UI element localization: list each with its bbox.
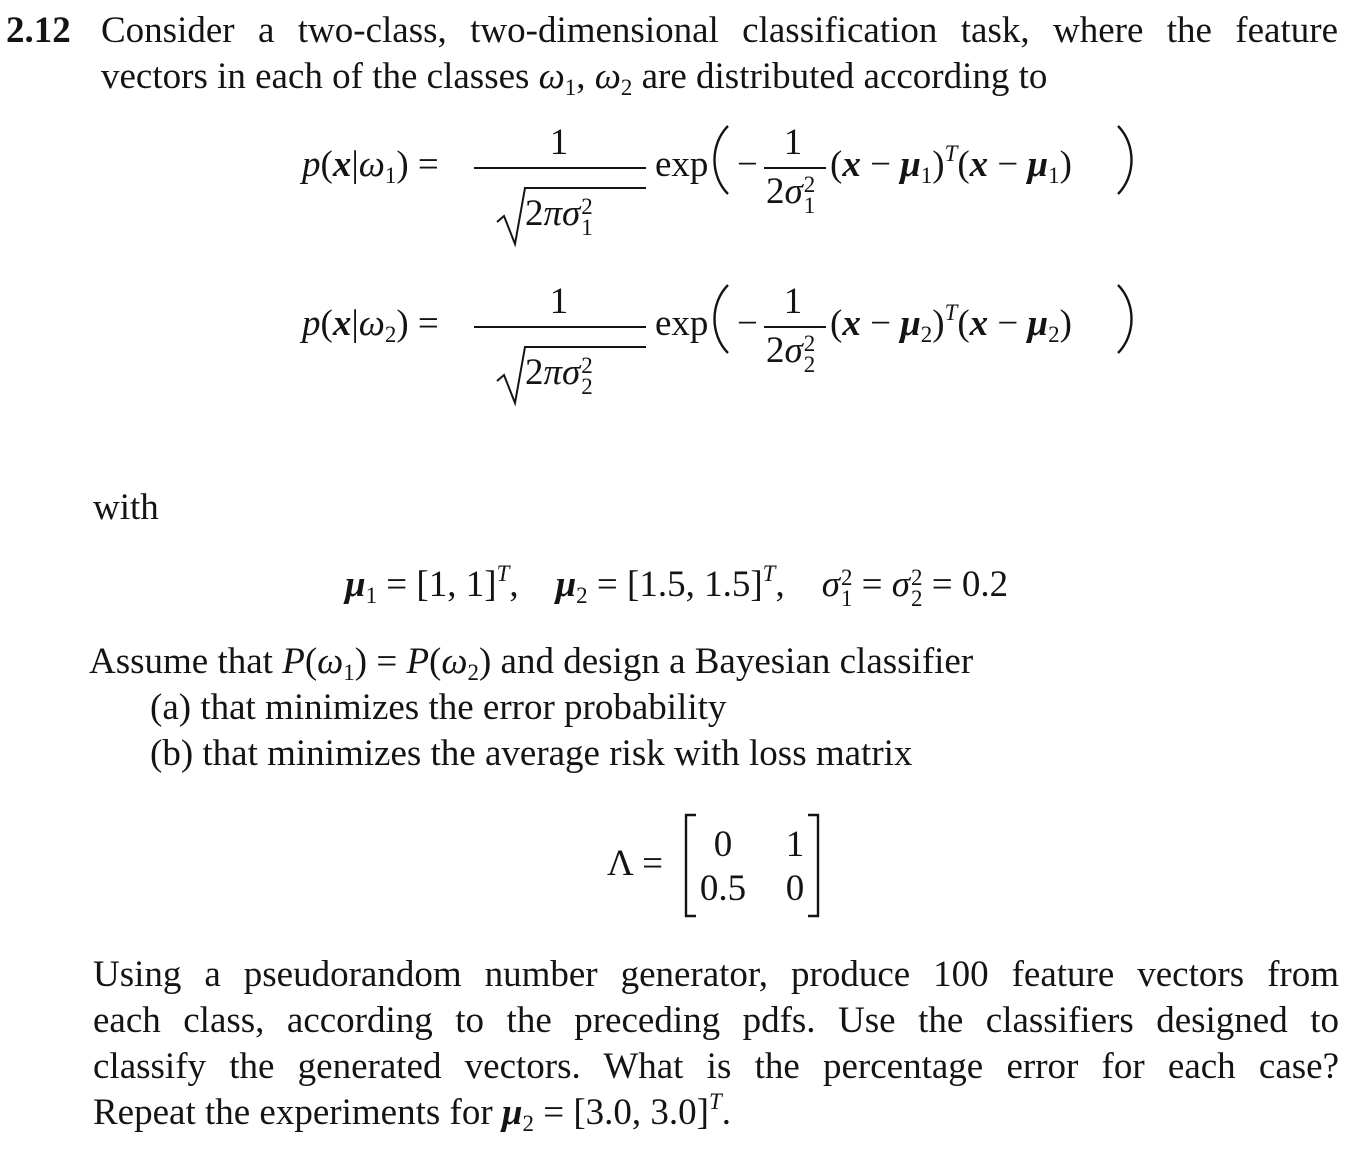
matrix-r2c1: 0.5 xyxy=(699,868,747,909)
big-paren-left-1 xyxy=(706,124,736,196)
quadratic-form-1: $(x - \mu_1)^T(x - \mu_1)$ xyxy=(830,141,1072,188)
minus-sign-2: − xyxy=(737,303,758,344)
lambda-lhs: Λ = xyxy=(607,843,663,884)
pdf-lhs-1: $p(x|\omega_1)$ = xyxy=(302,144,439,188)
paragraph-line-2: each class, according to the preceding pdfs. Use the classifiers designed to xyxy=(93,1000,1339,1041)
numerator-2a: 1 xyxy=(549,281,569,322)
fraction-bar-1b xyxy=(764,167,826,169)
parameter-values: $\mu_1 = [1$, 1]$^T$, $\mu_2 = [1.5$, 1.5]$^T$, σ 2 1 = σ 2 2 = 0.2 xyxy=(345,561,1009,612)
item-a: (a) that minimizes the error probability xyxy=(150,687,727,728)
paragraph-line-4: Repeat the experiments for $\mu_2 = [3.0$, 3.0]$^T$. xyxy=(93,1089,731,1136)
numerator-2b: 1 xyxy=(783,281,803,322)
paragraph-line-3: classify the generated vectors. What is the percentage error for each case? xyxy=(93,1046,1339,1087)
fraction-bar-2a xyxy=(474,326,646,328)
numerator-1a: 1 xyxy=(549,122,569,163)
quadratic-form-2: $(x - \mu_2)^T(x - \mu_2)$ xyxy=(830,300,1072,347)
pdf-lhs-2: $p(x|\omega_2)$ = xyxy=(302,303,439,347)
big-paren-right-1 xyxy=(1110,124,1140,196)
matrix-r1c1: 0 xyxy=(713,824,733,865)
item-b: (b) that minimizes the average risk with loss matrix xyxy=(150,733,913,774)
exp-label-1: exp xyxy=(655,144,709,185)
denominator-2b: 2σ 2 2 xyxy=(766,330,816,378)
fraction-bar-1a xyxy=(474,167,646,169)
with-label: with xyxy=(93,487,159,528)
fraction-bar-2b xyxy=(764,326,826,328)
denominator-2a: 2πσ 2 2 xyxy=(525,352,593,400)
problem-number: 2.12 xyxy=(6,10,71,51)
problem-intro-line-2: vectors in each of the classes $\omega_1$, $\omega_2$ are distributed according to xyxy=(101,56,1048,100)
big-paren-right-2 xyxy=(1110,283,1140,355)
minus-sign-1: − xyxy=(737,144,758,185)
matrix-r2c2: 0 xyxy=(785,868,805,909)
problem-intro-line-1: Consider a two-class, two-dimensional classification task, where the feature xyxy=(101,10,1338,51)
exp-label-2: exp xyxy=(655,303,709,344)
denominator-1a: 2πσ 2 1 xyxy=(525,193,593,241)
paragraph-line-1: Using a pseudorandom number generator, produce 100 feature vectors from xyxy=(93,954,1339,995)
matrix-bracket-right xyxy=(805,813,821,918)
big-paren-left-2 xyxy=(706,283,736,355)
matrix-r1c2: 1 xyxy=(785,824,805,865)
denominator-1b: 2σ 2 1 xyxy=(766,171,816,219)
numerator-1b: 1 xyxy=(783,122,803,163)
assume-line: Assume that $P(\omega_1) = P(\omega_2)$ and design a Bayesian classifier xyxy=(89,641,974,685)
